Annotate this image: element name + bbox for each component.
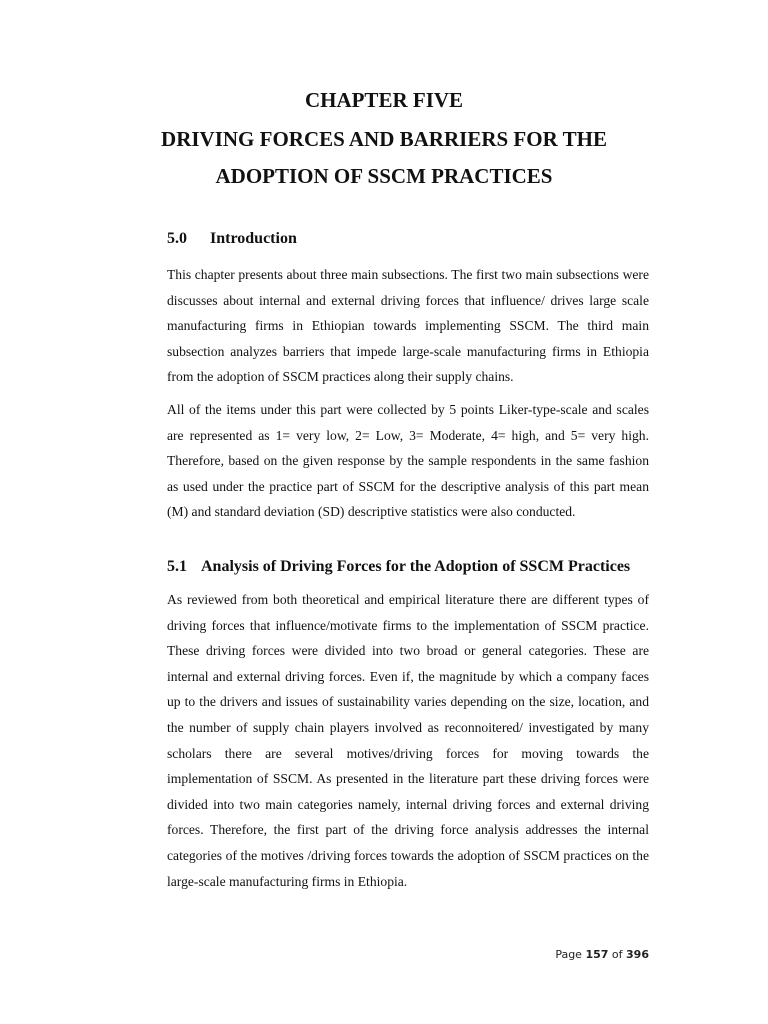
section-title: Introduction <box>210 230 297 247</box>
chapter-title-line-2: ADOPTION OF SSCM PRACTICES <box>215 164 553 188</box>
chapter-title-line-1: DRIVING FORCES AND BARRIERS FOR THE <box>161 127 607 151</box>
section-title: Analysis of Driving Forces for the Adoption of SSCM Practices <box>201 558 631 575</box>
section-heading-driving-forces <box>167 557 630 577</box>
intro-paragraph-1: This chapter presents about three main subsections. The first two main subsections were discusses about internal and external driving forces that influence/ drives large scale manufacturing firms in Ethiopian towards implementing SSCM. The third main subsection analyzes barriers that impede large-scale manufacturing firms in Ethiopia from the adoption of SSCM practices along their supply chains. <box>167 267 649 385</box>
page-number: 157 <box>585 948 609 961</box>
total-pages: 396 <box>626 948 649 961</box>
section-heading-introduction <box>167 229 297 249</box>
section-number: 5.1 <box>167 558 187 575</box>
page-word: Page <box>555 948 582 961</box>
driving-forces-paragraph-1: As reviewed from both theoretical and empirical literature there are different types of driving forces that influence/motivate firms to the implementation of SSCM practice. These driving forces were divided into two broad or general categories. These are internal and external driving forces. Even if, the magnitude by which a company faces up to the drivers and issues of sustainability varies depending on the size, location, and the number of supply chain players involved as reconnoitered/ investigated by many scholars there are several motives/driving forces for moving towards the implementation of SSCM. As presented in the literature part these driving forces were divided into two main categories namely, internal driving forces and external driving forces. Therefore, the first part of the driving force analysis addresses the internal categories of the motives /driving forces towards the adoption of SSCM practices on the large-scale manufacturing firms in Ethiopia. <box>167 592 649 889</box>
chapter-label: CHAPTER FIVE <box>304 88 464 112</box>
intro-paragraph-2: All of the items under this part were collected by 5 points Liker-type-scale and scales are represented as 1= very low, 2= Low, 3= Moderate, 4= high, and 5= very high. Therefore, based on the given response by the sample respondents in the same fashion as used under the practice part of SSCM for the descriptive analysis of this part mean (M) and standard deviation (SD) descriptive statistics were also conducted. <box>167 402 649 520</box>
page-footer <box>0 948 649 962</box>
section-number: 5.0 <box>167 230 187 247</box>
of-word: of <box>611 948 623 961</box>
